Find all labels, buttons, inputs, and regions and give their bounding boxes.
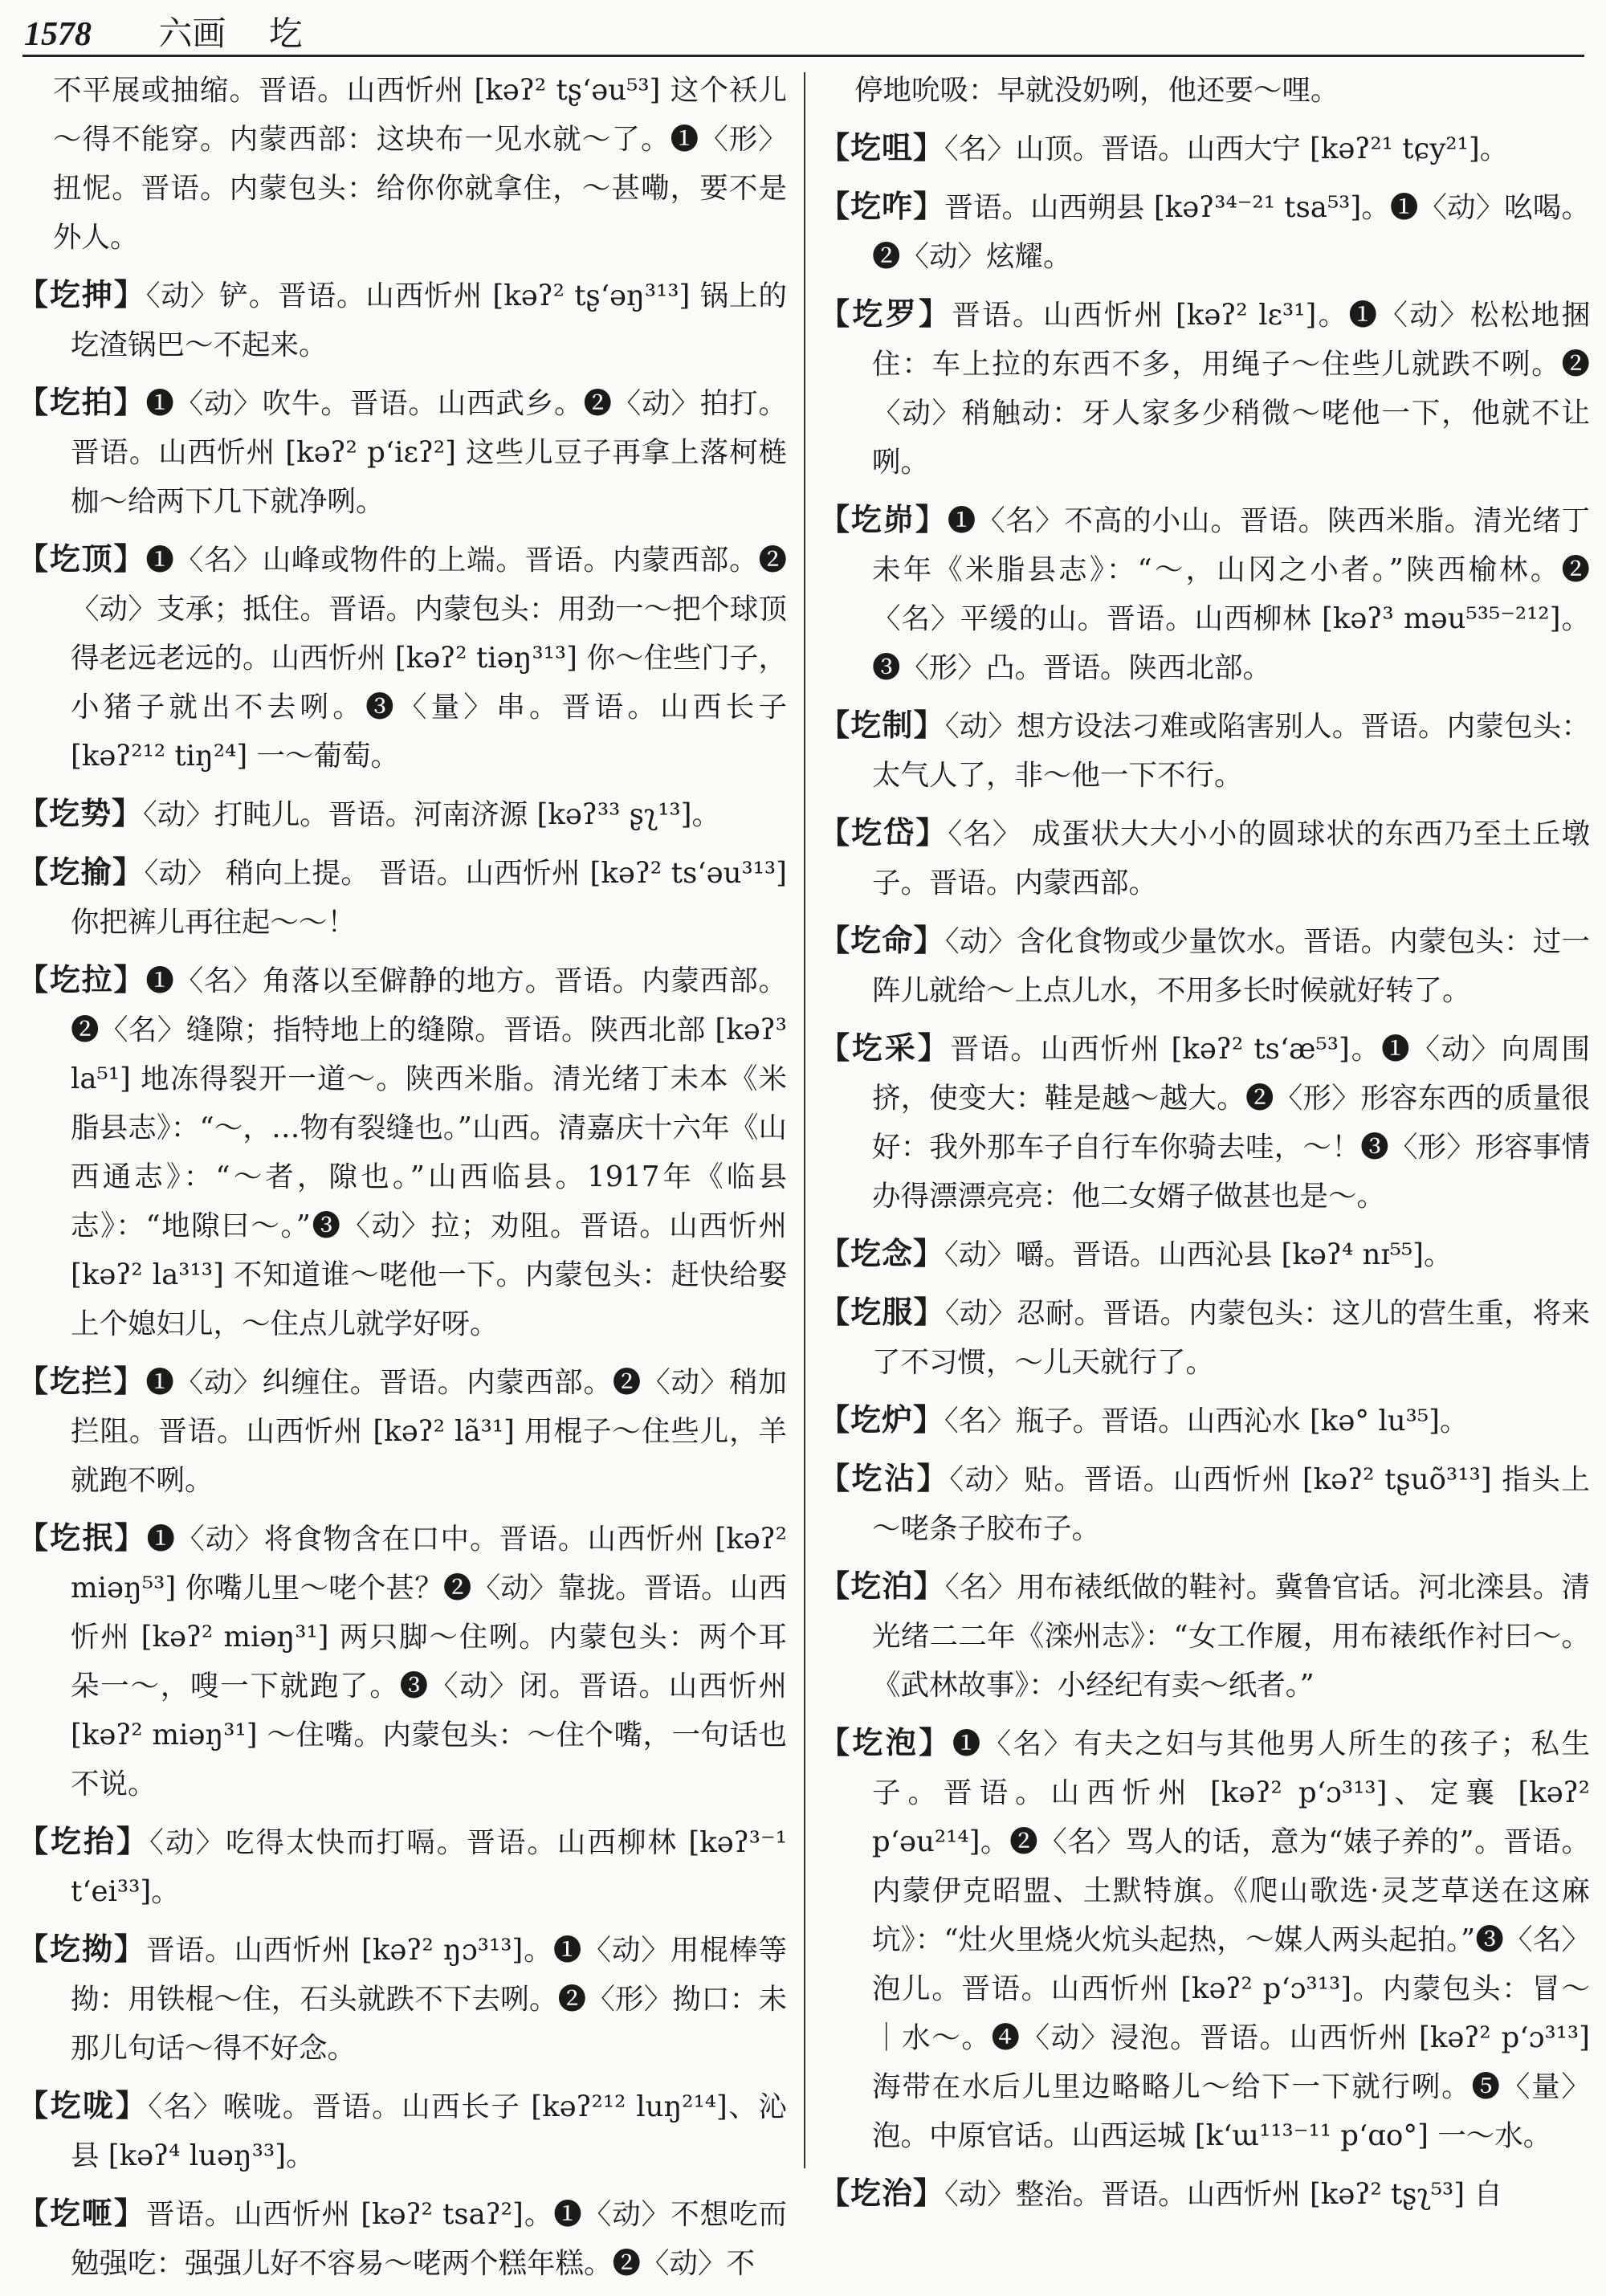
entry-definition: 〈名〉 成蛋状大大小小的圆球状的东西乃至土丘墩子。晋语。内蒙西部。 bbox=[872, 818, 1590, 899]
dictionary-entry bbox=[18, 2081, 787, 2180]
entry-continuation bbox=[18, 66, 787, 262]
entry-definition: 晋语。山西忻州 [kəʔ² lɛ³¹]。❶〈动〉松松地捆住：车上拉的东西不多，用绳子～住些儿就跌不咧。❷〈动〉稍触动：牙人家多少稍微～咾他一下，他就不让咧。 bbox=[872, 299, 1590, 479]
entry-definition: 停地吮吸：早就没奶咧，他还要～哩。 bbox=[854, 74, 1339, 107]
dictionary-entry bbox=[18, 2188, 787, 2288]
dictionary-entry bbox=[819, 495, 1590, 692]
header-character: 圪 bbox=[268, 14, 303, 53]
entry-headword: 【圪咀】 bbox=[819, 129, 945, 165]
dictionary-entry bbox=[819, 1718, 1590, 2160]
entry-headword: 【圪咂】 bbox=[18, 2195, 146, 2231]
entry-definition: ❶〈名〉不高的小山。晋语。陕西米脂。清光绪丁未年《米脂县志》：“～，山冈之小者。”陕西榆林。❷〈名〉平缓的山。晋语。山西柳林 [kəʔ³ məu⁵³⁵⁻²¹²]。❸〈形〉凸。晋语。陕西北部。 bbox=[872, 504, 1590, 684]
entry-headword: 【圪抬】 bbox=[18, 1823, 150, 1859]
dictionary-entry bbox=[819, 808, 1590, 907]
entry-definition: 〈名〉喉咙。晋语。山西长子 [kəʔ²¹² luŋ²¹⁴]、沁县 [kəʔ⁴ luəŋ³³]。 bbox=[71, 2090, 787, 2172]
column-divider bbox=[804, 72, 805, 2168]
entry-headword: 【圪抻】 bbox=[18, 276, 146, 312]
dictionary-entry bbox=[819, 1395, 1590, 1446]
entry-headword: 【圪泡】 bbox=[819, 1724, 952, 1760]
entry-definition: ❶〈动〉将食物含在口中。晋语。山西忻州 [kəʔ² miəŋ⁵³] 你嘴儿里～咾个甚？❷〈动〉靠拢。晋语。山西忻州 [kəʔ² miəŋ³¹] 两只脚～住咧。内蒙包头：两个耳朵一～，嗖一下就跑了。❸〈动〉闭。晋语。山西忻州 [kəʔ² miəŋ³¹] ～住嘴。内蒙包头：～住个嘴，一句话也不说。 bbox=[71, 1523, 787, 1801]
dictionary-entry bbox=[819, 289, 1590, 487]
dictionary-entry bbox=[819, 1454, 1590, 1553]
entry-headword: 【圪服】 bbox=[819, 1294, 945, 1330]
entry-definition: 〈动〉铲。晋语。山西忻州 [kəʔ² tʂʻəŋ³¹³] 锅上的圪渣锅巴～不起来。 bbox=[71, 279, 787, 361]
entry-headword: 【圪拦】 bbox=[18, 1363, 146, 1399]
page-header bbox=[24, 14, 1582, 53]
entry-definition: ❶〈名〉有夫之妇与其他男人所生的孩子；私生子。晋语。山西忻州 [kəʔ² pʻɔ³¹³]、定襄 [kəʔ² pʻəu²¹⁴]。❷〈名〉骂人的话，意为“婊子养的”。晋语。内蒙伊克昭盟、土默特旗。《爬山歌选·灵芝草送在这麻坑》：“灶火里烧火炕头起热，～媒人两头起拍。”❸〈名〉泡儿。晋语。山西忻州 [kəʔ² pʻɔ³¹³]。内蒙包头：冒～｜水～。❹〈动〉浸泡。晋语。山西忻州 [kəʔ² pʻɔ³¹³] 海带在水后儿里边略略儿～给下一下就行咧。❺〈量〉泡。中原官话。山西运城 [kʻɯ¹¹³⁻¹¹ pʻɑo°] 一～水。 bbox=[872, 1727, 1590, 2152]
entry-definition: 〈动〉嚼。晋语。山西沁县 [kəʔ⁴ nɪ⁵⁵]。 bbox=[944, 1238, 1453, 1271]
entry-definition: 晋语。山西忻州 [kəʔ² tsaʔ²]。❶〈动〉不想吃而勉强吃：强强儿好不容易～咾两个糕年糕。❷〈动〉不 bbox=[71, 2198, 787, 2280]
entry-definition: 不平展或抽缩。晋语。山西忻州 [kəʔ² tʂʻəu⁵³] 这个袄儿～得不能穿。内蒙西部：这块布一见水就～了。❶〈形〉扭怩。晋语。内蒙包头：给你你就拿住，～甚嘞，要不是外人。 bbox=[53, 74, 787, 254]
entry-headword: 【圪命】 bbox=[819, 922, 945, 958]
entry-definition: 晋语。山西朔县 [kəʔ³⁴⁻²¹ tsa⁵³]。❶〈动〉吆喝。❷〈动〉炫耀。 bbox=[872, 191, 1590, 273]
dictionary-entry bbox=[18, 534, 787, 781]
entry-definition: 〈名〉山顶。晋语。山西大宁 [kəʔ²¹ tɕy²¹]。 bbox=[944, 133, 1509, 165]
dictionary-entry bbox=[18, 1513, 787, 1809]
entry-headword: 【圪制】 bbox=[819, 707, 945, 743]
dictionary-entry bbox=[819, 1287, 1590, 1387]
entry-headword: 【圪拍】 bbox=[18, 384, 146, 420]
entry-headword: 【圪揄】 bbox=[18, 854, 145, 890]
left-column bbox=[18, 66, 787, 2296]
entry-definition: 〈名〉瓶子。晋语。山西沁水 [kə° lu³⁵]。 bbox=[944, 1405, 1469, 1438]
dictionary-entry bbox=[18, 789, 787, 839]
dictionary-entry bbox=[819, 1561, 1590, 1710]
section-label: 六画 bbox=[158, 14, 226, 53]
entry-headword: 【圪拗】 bbox=[18, 1931, 147, 1967]
entry-definition: ❶〈名〉角落以至僻静的地方。晋语。内蒙西部。❷〈名〉缝隙；指特地上的缝隙。晋语。陕西北部 [kəʔ³ la⁵¹] 地冻得裂开一道～。陕西米脂。清光绪丁未本《米脂县志》：“～，…物有裂缝也。”山西。清嘉庆十六年《山西通志》：“～者，隙也。”山西临县。1917年《临县志》：“地隙曰～。”❸〈动〉拉；劝阻。晋语。山西忻州 [kəʔ² la³¹³] 不知道谁～咾他一下。内蒙包头：赶快给娶上个媳妇儿，～住点儿就学好呀。 bbox=[71, 964, 787, 1340]
entry-definition: 〈动〉含化食物或少量饮水。晋语。内蒙包头：过一阵儿就给～上点儿水，不用多长时候就好转了。 bbox=[872, 925, 1590, 1007]
entry-definition: 晋语。山西忻州 [kəʔ² tsʻæ⁵³]。❶〈动〉向周围挤，使变大：鞋是越～越大。❷〈形〉形容东西的质量很好：我外那车子自行车你骑去哇，～！❸〈形〉形容事情办得漂漂亮亮：他二女婿子做甚也是～。 bbox=[872, 1033, 1590, 1213]
entry-definition: 〈名〉用布裱纸做的鞋衬。冀鲁官话。河北滦县。清光绪二二年《滦州志》：“女工作履，用布裱纸作衬曰～。《武林故事》：小经纪有卖～纸者。” bbox=[872, 1571, 1590, 1702]
entry-headword: 【圪治】 bbox=[819, 2175, 945, 2211]
entry-definition: ❶〈动〉纠缠住。晋语。内蒙西部。❷〈动〉稍加拦阻。晋语。山西忻州 [kəʔ² lã³¹] 用棍子～住些儿，羊就跑不咧。 bbox=[71, 1366, 787, 1497]
entry-headword: 【圪炉】 bbox=[819, 1401, 945, 1438]
entry-headword: 【圪采】 bbox=[819, 1030, 951, 1066]
entry-definition: ❶〈动〉吹牛。晋语。山西武乡。❷〈动〉拍打。晋语。山西忻州 [kəʔ² pʻiɛʔ²] 这些儿豆子再拿上落柯梿枷～给两下几下就净咧。 bbox=[71, 387, 787, 518]
dictionary-entry bbox=[819, 700, 1590, 800]
dictionary-entry bbox=[819, 123, 1590, 173]
entry-headword: 【圪抿】 bbox=[18, 1519, 147, 1556]
dictionary-entry bbox=[819, 181, 1590, 281]
dictionary-entry bbox=[18, 1356, 787, 1505]
page-number: 1578 bbox=[24, 16, 92, 53]
entry-continuation bbox=[819, 66, 1590, 115]
entry-headword: 【圪势】 bbox=[18, 795, 144, 831]
entry-headword: 【圪咙】 bbox=[18, 2087, 149, 2123]
dictionary-entry bbox=[18, 1817, 787, 1916]
entry-definition: 〈动〉 稍向上提。 晋语。山西忻州 [kəʔ² tsʻəu³¹³] 你把裤儿再往起～～！ bbox=[71, 857, 787, 939]
dictionary-entry bbox=[18, 1924, 787, 2073]
dictionary-entry bbox=[18, 955, 787, 1348]
right-column bbox=[819, 66, 1590, 2227]
entry-definition: ❶〈名〉山峰或物件的上端。晋语。内蒙西部。❷〈动〉支承；抵住。晋语。内蒙包头：用劲一～把个球顶得老远老远的。山西忻州 [kəʔ² tiəŋ³¹³] 你～住些门子，小猪子就出不去咧。❸〈量〉串。晋语。山西长子 [kəʔ²¹² tiŋ²⁴] 一～葡萄。 bbox=[71, 544, 787, 773]
dictionary-entry bbox=[18, 847, 787, 947]
entry-headword: 【圪念】 bbox=[819, 1235, 945, 1271]
entry-definition: 〈动〉吃得太快而打嗝。晋语。山西柳林 [kəʔ³⁻¹ tʻei³³]。 bbox=[71, 1826, 787, 1908]
dictionary-entry bbox=[18, 377, 787, 526]
entry-definition: 〈动〉忍耐。晋语。内蒙包头：这儿的营生重，将来了不习惯，～儿天就行了。 bbox=[872, 1297, 1590, 1379]
header-rule bbox=[22, 55, 1584, 57]
dictionary-entry bbox=[819, 916, 1590, 1015]
entry-headword: 【圪罗】 bbox=[819, 296, 952, 332]
entry-definition: 〈动〉想方设法刁难或陷害别人。晋语。内蒙包头：太气人了，非～他一下不行。 bbox=[872, 710, 1590, 792]
entry-definition: 〈动〉打盹儿。晋语。河南济源 [kəʔ³³ ʂʅ¹³]。 bbox=[143, 798, 721, 831]
entry-headword: 【圪泊】 bbox=[819, 1568, 945, 1604]
entry-definition: 〈动〉整治。晋语。山西忻州 [kəʔ² tʂʅ⁵³] 自 bbox=[944, 2178, 1502, 2211]
dictionary-entry bbox=[819, 1023, 1590, 1221]
entry-headword: 【圪顶】 bbox=[18, 540, 146, 577]
entry-definition: 晋语。山西忻州 [kəʔ² ŋɔ³¹³]。❶〈动〉用棍棒等拗：用铁棍～住，石头就跌不下去咧。❷〈形〉拗口：未那儿句话～得不好念。 bbox=[71, 1934, 787, 2065]
dictionary-entry bbox=[819, 1229, 1590, 1279]
entry-headword: 【圪拉】 bbox=[18, 961, 146, 997]
entry-headword: 【圪咋】 bbox=[819, 188, 945, 224]
dictionary-entry bbox=[819, 2168, 1590, 2219]
entry-headword: 【圪岱】 bbox=[819, 814, 948, 850]
entry-headword: 【圪峁】 bbox=[819, 501, 948, 537]
dictionary-entry bbox=[18, 270, 787, 369]
entry-definition: 〈动〉贴。晋语。山西忻州 [kəʔ² tʂuõ³¹³] 指头上～咾条子胶布子。 bbox=[872, 1463, 1590, 1545]
entry-headword: 【圪沾】 bbox=[819, 1460, 950, 1496]
